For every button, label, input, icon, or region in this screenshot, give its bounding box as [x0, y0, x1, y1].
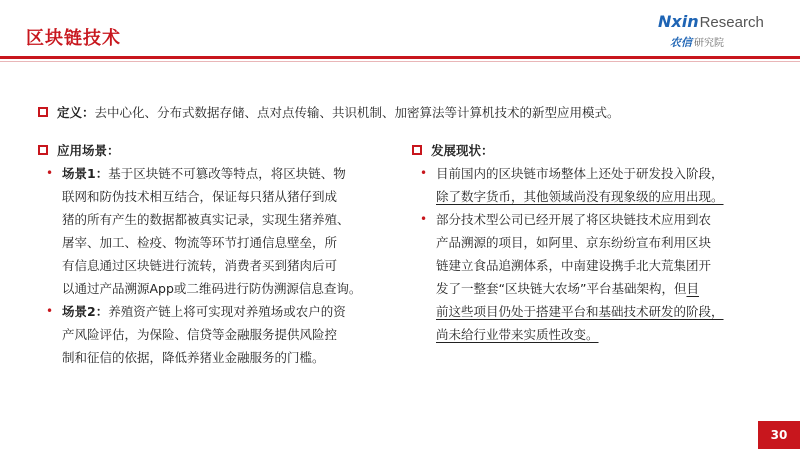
status-list — [420, 162, 770, 346]
scenario-list — [46, 162, 386, 369]
bullet-dot-icon: • — [46, 304, 54, 318]
logo-brand: Nxin — [658, 12, 699, 31]
scenario-item-2: • 场景2：养殖资产链上将可实现对养殖场或农户的资 产风险评估，为保险、信贷等金融服务提供风险控 制和征信的依据，降低养猪业金融服务的门槛。 — [46, 300, 386, 369]
logo-cn-brand: 农信 — [670, 36, 692, 49]
square-bullet-icon — [38, 107, 48, 117]
header-divider — [0, 56, 800, 59]
bullet-dot-icon: • — [46, 166, 54, 180]
scenario-item-1: • 场景1：基于区块链不可篡改等特点，将区块链、物 联网和防伪技术相互结合，保证每只猪从猪仔到成 猪的所有产生的数据都被真实记录，实现生猪养殖、 屠宰、加工、检疫、物流等环节打通信息壁垒，所 有信息通过区块链进行流转，消费者买到猪肉后可 以通过产品溯源App或二维码进行防伪溯源信息查询。 — [46, 162, 386, 300]
page-number: 30 — [758, 421, 800, 449]
definition-text: 去中心化、分布式数据存储、点对点传输、共识机制、加密算法等计算机技术的新型应用模式。 — [94, 105, 620, 120]
status-heading: 发展现状： — [412, 140, 494, 162]
status-item-2: • 部分技术型公司已经开展了将区块链技术应用到农 产品溯源的项目，如阿里、京东纷纷宣布利用区块 链建立食品追溯体系，中南建设携手北大荒集团开 发了一整套“区块链大农场”平台基础架构，但目 前这些项目仍处于搭建平台和基础技术研发的阶段， 尚未给行业带来实质性改变。 — [420, 208, 770, 346]
bullet-dot-icon: • — [420, 212, 428, 226]
scenario-label: 场景1： — [62, 166, 109, 181]
definition-label: 定义： — [57, 105, 95, 120]
scenarios-heading: 应用场景： — [38, 140, 120, 162]
header-divider-thin — [0, 61, 800, 62]
nxin-research-logo — [658, 14, 793, 48]
logo-research: Research — [699, 14, 764, 31]
status-item-1: • 目前国内的区块链市场整体上还处于研发投入阶段， 除了数字货币，其他领域尚没有现象级的应用出现。 — [420, 162, 770, 208]
square-bullet-icon — [412, 145, 422, 155]
page-title: 区块链技术 — [26, 28, 121, 49]
bullet-dot-icon: • — [420, 166, 428, 180]
logo-cn-institute: 研究院 — [694, 38, 724, 49]
square-bullet-icon — [38, 145, 48, 155]
definition-row — [38, 102, 620, 124]
scenario-label: 场景2： — [62, 304, 109, 319]
